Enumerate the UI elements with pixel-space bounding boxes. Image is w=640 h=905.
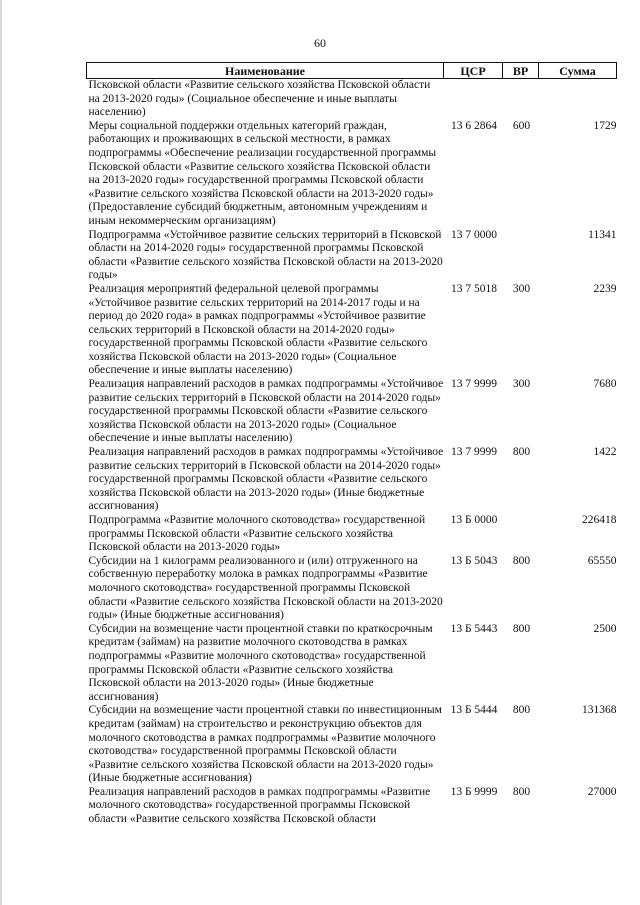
- row-csr: 13 Б 5444: [450, 704, 498, 717]
- row-name: Подпрограмма «Устойчивое развитие сельских территорий в Псковской области на 2014-2020 годы» государственной программы Псковской области «Развитие сельского хозяйства Псковской области на 2013-2020 годы»: [88, 228, 443, 282]
- row-csr: 13 Б 5443: [450, 622, 498, 635]
- row-sum: 27000: [587, 785, 617, 798]
- row-csr: 13 Б 0000: [450, 514, 498, 526]
- row-sum: 11341: [588, 228, 617, 241]
- row-name: Субсидии на 1 килограмм реализованного и (или) отгруженного на собственную переработку молока в рамках подпрограммы «Развитие молочного скотоводства» государственной программы Псковской области «Развитие сельского хозяйства Псковской области на 2013-2020 годы» (Иные бюджетные ассигнования): [88, 554, 443, 622]
- table-row: [87, 623, 617, 705]
- row-sum: 1729: [593, 119, 617, 132]
- row-vr: 800: [512, 704, 531, 717]
- table-row: [87, 786, 617, 827]
- header-vr: ВР: [503, 63, 539, 79]
- row-vr: 600: [512, 119, 531, 132]
- row-csr: 13 Б 5043: [450, 554, 498, 567]
- row-sum: 65550: [587, 554, 617, 567]
- row-sum: 2500: [593, 622, 617, 635]
- row-sum: [539, 79, 617, 120]
- row-csr: 13 7 9999: [451, 378, 497, 391]
- table-row: [87, 704, 617, 786]
- row-sum: 1422: [593, 446, 617, 459]
- table-row: [87, 120, 617, 229]
- row-sum: 131368: [582, 704, 617, 717]
- row-csr: [444, 79, 503, 120]
- row-name: Реализация направлений расходов в рамках подпрограммы «Устойчивое развитие сельских территорий в Псковской области на 2014-2020 годы» государственной программы Псковской области «Развитие сельского хозяйства Псковской области на 2013-2020 годы» (Иные бюджетные ассигнования): [88, 446, 444, 513]
- table-row: [87, 79, 617, 120]
- row-vr: [503, 514, 539, 555]
- row-name: Псковской области «Развитие сельского хозяйства Псковской области на 2013-2020 годы» (Социальное обеспечение и иные выплаты населению): [88, 79, 431, 119]
- row-csr: 13 7 5018: [451, 282, 497, 295]
- row-csr: 13 6 2864: [451, 119, 497, 132]
- table-body: [87, 79, 617, 827]
- scan-edge: [0, 0, 2, 905]
- budget-table: [86, 62, 617, 827]
- row-vr: 300: [512, 378, 531, 391]
- row-csr: 13 7 9999: [451, 446, 497, 459]
- table-header-row: [87, 63, 617, 79]
- header-sum: Сумма: [539, 63, 617, 79]
- row-csr: 13 7 0000: [451, 228, 497, 241]
- page-number: 60: [314, 36, 326, 50]
- row-vr: 800: [512, 622, 531, 635]
- row-vr: 800: [512, 554, 531, 567]
- row-sum: 2239: [593, 282, 617, 295]
- table-row: [87, 378, 617, 446]
- row-sum: 7680: [593, 378, 617, 391]
- row-name: Реализация мероприятий федеральной целевой программы «Устойчивое развитие сельских территорий на 2014-2017 годы и на период до 2020 года» в рамках подпрограммы «Устойчивое развитие сельских территорий в Псковской области на 2014-2020 годы» государственной программы Псковской области «Развитие сельского хозяйства Псковской области на 2013-2020 годы» (Социальное обеспечение и иные выплаты населению): [88, 282, 428, 377]
- row-name: Субсидии на возмещение части процентной ставки по краткосрочным кредитам (займам) на развитие молочного скотоводства в рамках подпрограммы «Развитие молочного скотоводства» государственной программы Псковской области «Развитие сельского хозяйства Псковской области на 2013-2020 годы» (Иные бюджетные ассигнования): [88, 622, 433, 703]
- row-sum: 226418: [582, 514, 617, 526]
- table-row: [87, 514, 617, 555]
- row-name: Реализация направлений расходов в рамках подпрограммы «Развитие молочного скотоводства» государственной программы Псковской области «Развитие сельского хозяйства Псковской области: [88, 785, 431, 826]
- row-name: Реализация направлений расходов в рамках подпрограммы «Устойчивое развитие сельских территорий в Псковской области на 2014-2020 годы» государственной программы Псковской области «Развитие сельского хозяйства Псковской области на 2013-2020 годы» (Социальное обеспечение и иные выплаты населению): [88, 378, 444, 445]
- row-csr: 13 Б 9999: [450, 785, 498, 798]
- row-vr: [503, 229, 539, 283]
- header-name: Наименование: [87, 63, 444, 79]
- table-row: [87, 446, 617, 514]
- table-row: [87, 555, 617, 623]
- row-name: Субсидии на возмещение части процентной ставки по инвестиционным кредитам (займам) на строительство и реконструкцию объектов для молочного скотоводства в рамках подпрограммы «Развитие молочного скотоводства» государственной программы Псковской области «Развитие сельского хозяйства Псковской области на 2013-2020 годы» (Иные бюджетные ассигнования): [88, 704, 442, 785]
- row-vr: 300: [512, 282, 531, 295]
- table-row: [87, 283, 617, 378]
- row-vr: 800: [512, 785, 531, 798]
- header-csr: ЦСР: [444, 63, 503, 79]
- row-vr: [503, 79, 539, 120]
- row-name: Подпрограмма «Развитие молочного скотоводства» государственной программы Псковской области «Развитие сельского хозяйства Псковской области на 2013-2020 годы»: [88, 514, 426, 554]
- table-row: [87, 229, 617, 283]
- row-vr: 800: [512, 446, 531, 459]
- row-name: Меры социальной поддержки отдельных категорий граждан, работающих и проживающих в сельской местности, в рамках подпрограммы «Обеспечение реализации государственной программы Псковской области «Развитие сельского хозяйства Псковской области на 2013-2020 годы» государственной программы Псковской области «Развитие сельского хозяйства Псковской области на 2013-2020 годы» (Предоставление субсидий бюджетным, автономным учреждениям и иным некоммерческим организациям): [88, 119, 437, 227]
